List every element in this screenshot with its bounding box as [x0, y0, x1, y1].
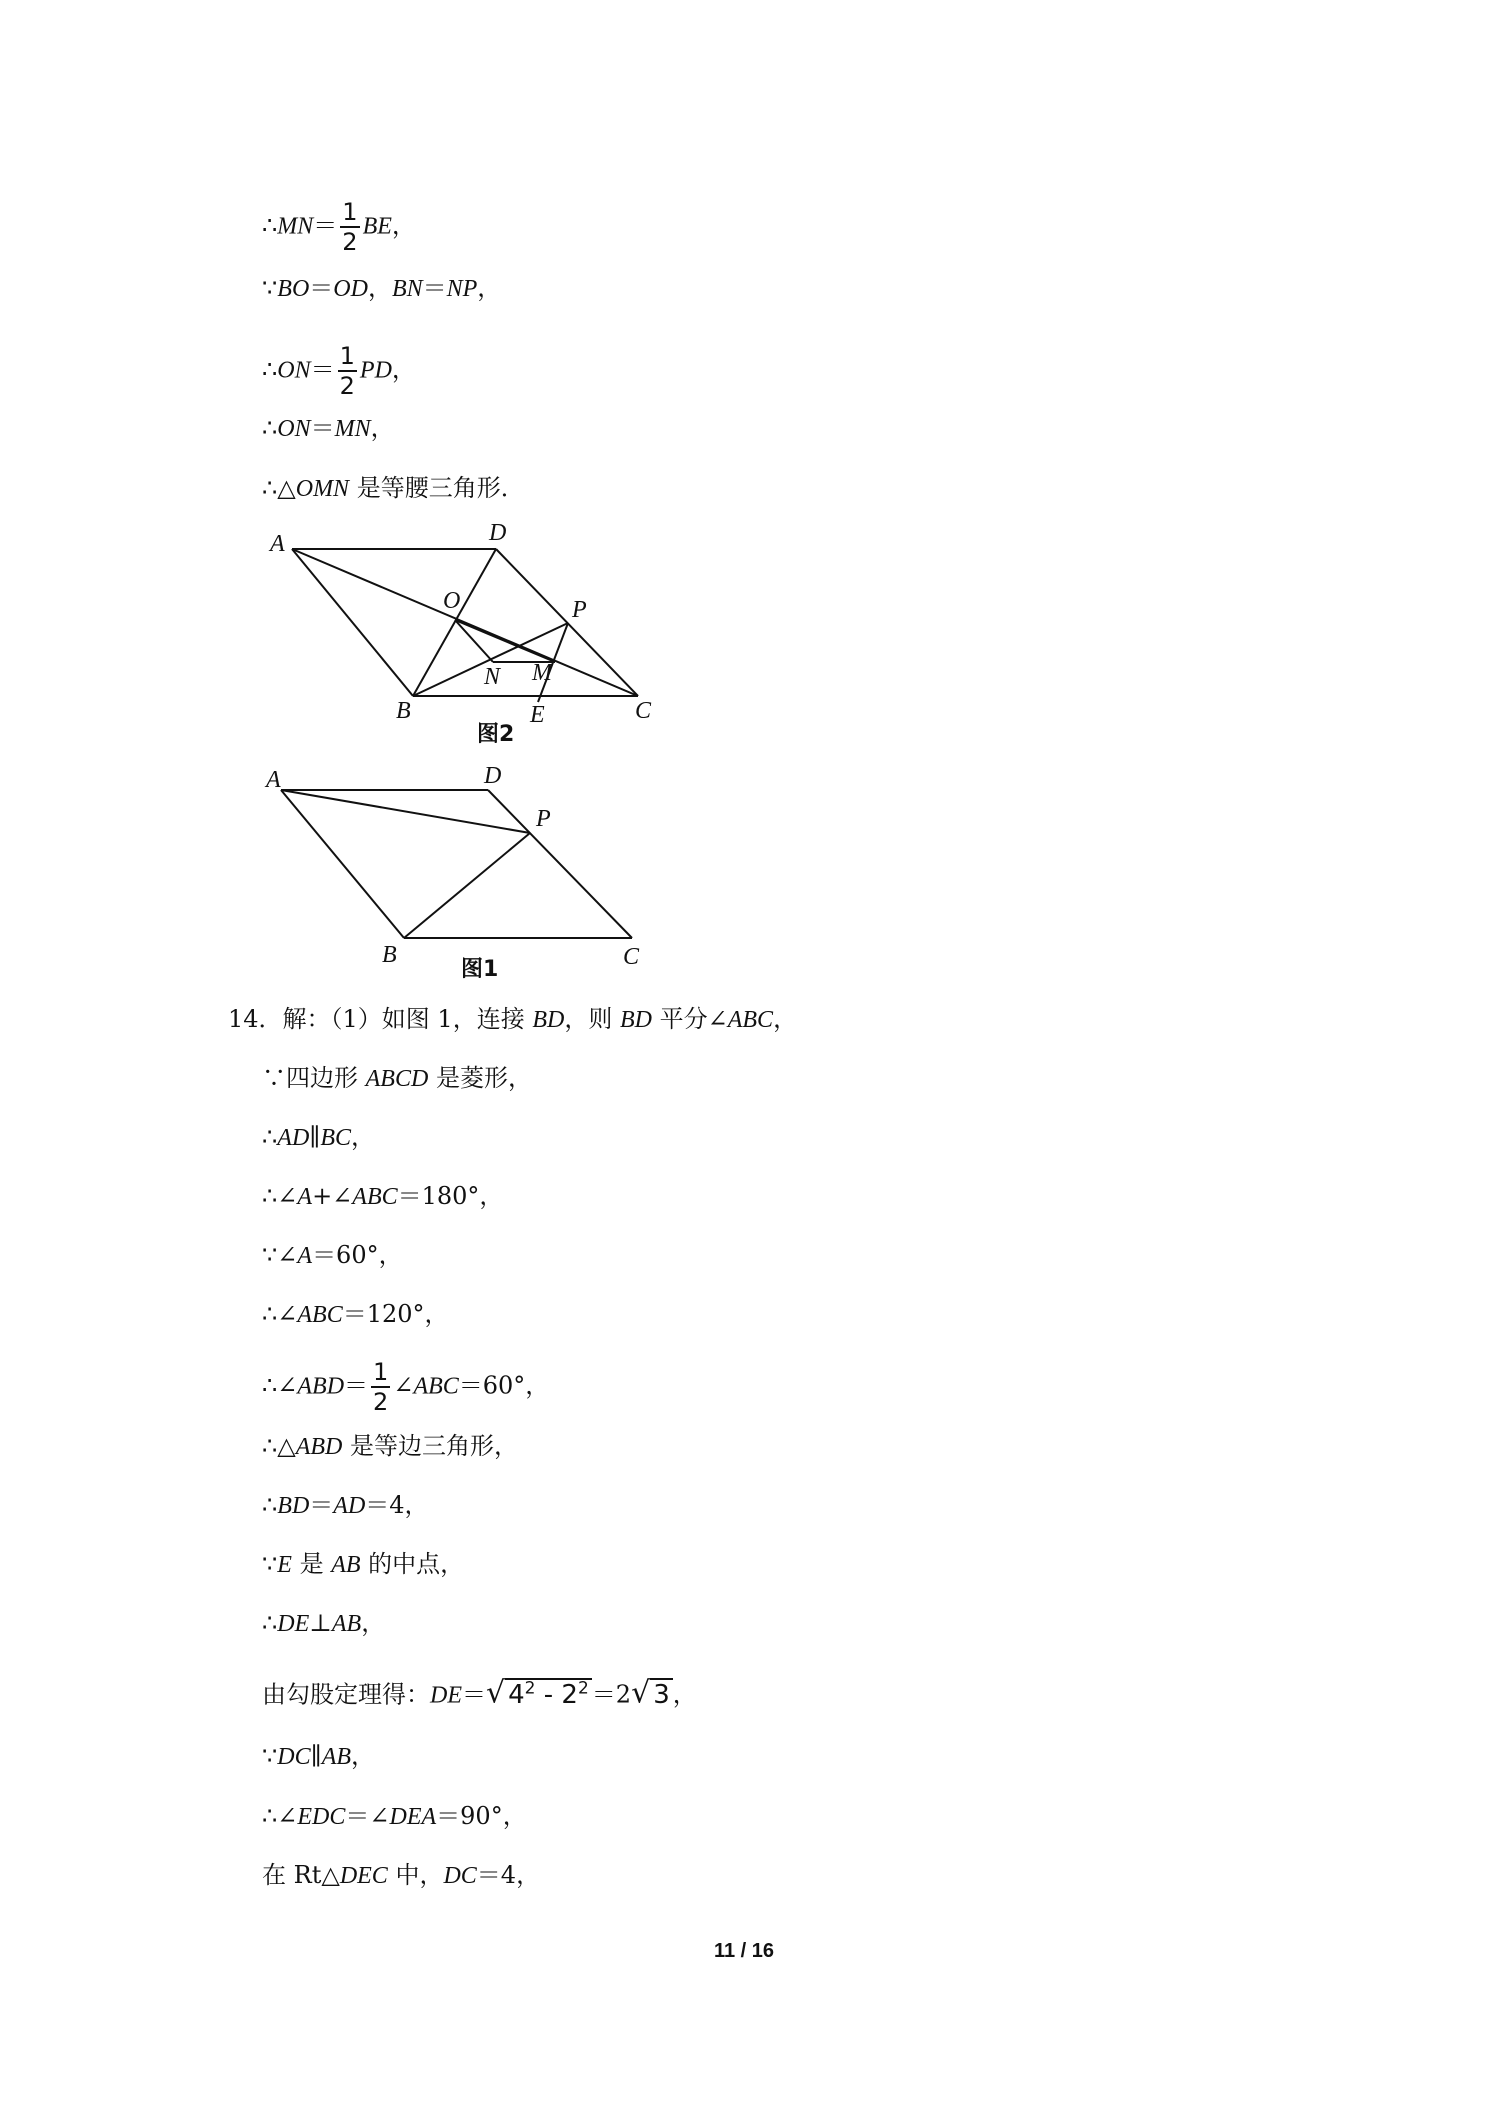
because-symbol: ∵	[262, 274, 278, 302]
q14-line-10: ∵E 是 AB 的中点，	[262, 1550, 465, 1578]
figure-2-diagram	[255, 515, 675, 745]
segment-ap	[281, 790, 530, 833]
square-root-symbol: √	[486, 1675, 506, 1711]
segment-ab	[292, 549, 413, 696]
label-p: P	[536, 806, 551, 832]
q14-line-13: ∵DC∥AB，	[262, 1742, 376, 1770]
label-o: O	[443, 588, 461, 614]
q14-line-4: ∴∠A+∠ABC＝180°，	[262, 1182, 504, 1210]
q14-line-1: 14．解：（1）如图 1，连接 BD，则 BD 平分∠ABC，	[228, 1005, 798, 1033]
figure-2-caption: 图2	[477, 722, 515, 745]
equals-sign: ＝	[313, 211, 338, 240]
label-a: A	[266, 767, 281, 793]
label-c: C	[623, 944, 640, 970]
label-d: D	[484, 763, 502, 789]
segment-om	[455, 620, 555, 662]
page-number: 11 / 16	[713, 1940, 775, 1962]
segment-bp	[404, 833, 530, 938]
figure-1-caption: 图1	[461, 957, 499, 982]
q14-line-12: 由勾股定理得：DE＝√ $4^2 - 2^2 =2√$ 3 ，	[262, 1675, 697, 1711]
q14-line-9: ∴BD＝AD＝4，	[262, 1491, 429, 1519]
label-b: B	[382, 942, 397, 968]
proof-line-1: ∴MN＝ $\frac{1}{2}$ BE，	[262, 198, 416, 256]
label-m: M	[532, 660, 552, 686]
segment-dc	[488, 790, 632, 938]
proof-line-3: ∴ON＝ $\frac{1}{2}$ PD，	[262, 342, 416, 400]
proof-line-5: ∴△OMN 是等腰三角形．	[262, 474, 525, 502]
label-c: C	[635, 698, 652, 724]
label-b: B	[396, 698, 411, 724]
label-a: A	[270, 531, 285, 557]
label-p: P	[572, 597, 587, 623]
proof-line-2: ∵BO＝OD，BN＝NP，	[262, 274, 502, 302]
q14-line-8: ∴△ABD 是等边三角形，	[262, 1432, 519, 1460]
segment-label: BE	[362, 213, 392, 240]
q14-line-2: ∵四边形 ABCD 是菱形，	[262, 1064, 532, 1092]
q14-line-3: ∴AD∥BC，	[262, 1123, 376, 1151]
square-root-symbol: √	[631, 1675, 651, 1711]
q14-line-11: ∴DE⊥AB，	[262, 1609, 386, 1637]
radicand: $4^2 - 2^2$	[505, 1678, 592, 1710]
q14-line-6: ∴∠ABC＝120°，	[262, 1300, 449, 1328]
segment-label: MN	[277, 213, 314, 240]
label-d: D	[489, 520, 507, 546]
q14-line-5: ∵∠A＝60°，	[262, 1241, 403, 1269]
label-n: N	[484, 664, 501, 690]
fraction-one-half: $\frac{1}{2}$	[373, 1358, 389, 1416]
segment-ab	[281, 790, 404, 938]
radicand: 3	[650, 1678, 673, 1710]
q14-line-14: ∴∠EDC＝∠DEA＝90°，	[262, 1802, 527, 1830]
therefore-symbol: ∴	[262, 211, 278, 240]
fraction-one-half: $\frac{1}{2}$	[342, 198, 358, 256]
q14-line-7: ∴∠ABD＝ $\frac{1}{2}$ ∠ABC＝60°，	[262, 1358, 550, 1416]
proof-line-4: ∴ON＝MN，	[262, 414, 395, 442]
fraction-one-half: $\frac{1}{2}$	[339, 342, 355, 400]
q14-line-15: 在 Rt△DEC 中，DC＝4，	[262, 1861, 541, 1889]
figure-1-diagram	[255, 755, 655, 985]
label-e: E	[530, 702, 545, 728]
